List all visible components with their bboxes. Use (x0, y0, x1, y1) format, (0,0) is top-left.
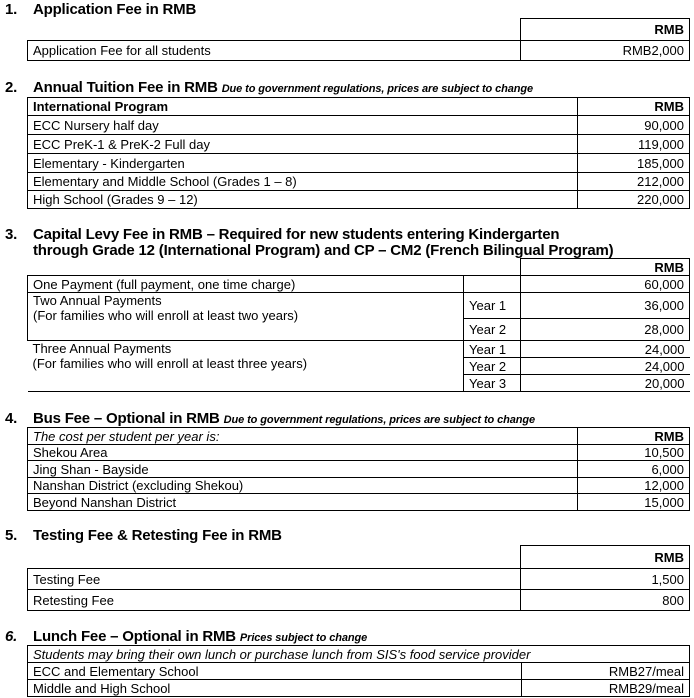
blank-cell (464, 259, 521, 276)
fee-value: 24,000 (521, 358, 690, 375)
fee-label: Elementary - Kindergarten (28, 154, 578, 173)
table-row (28, 341, 690, 358)
section-number: 6. (5, 628, 18, 645)
fee-label: ECC and Elementary School (28, 663, 522, 680)
fee-value: 24,000 (521, 341, 690, 358)
section-title: Bus Fee – Optional in RMB (33, 410, 220, 427)
fee-label: Shekou Area (28, 445, 578, 461)
tuition-table (27, 97, 690, 209)
section-note: Due to government regulations, prices are subject to change (221, 83, 534, 95)
table-row (28, 494, 690, 511)
table-row (28, 590, 690, 611)
fee-label: Middle and High School (28, 680, 522, 697)
rmb-header: RMB (578, 98, 690, 116)
capital-levy-table (27, 258, 690, 392)
section-note: Due to government regulations, prices are subject to change (223, 414, 535, 426)
fee-value: 20,000 (521, 375, 690, 392)
section-title: Testing Fee & Retesting Fee in RMB (33, 527, 282, 544)
blank-cell (28, 259, 464, 276)
fee-label: Beyond Nanshan District (28, 494, 578, 511)
fee-value: RMB29/meal (522, 680, 690, 697)
year-label: Year 2 (464, 319, 521, 341)
section-number: 2. (5, 79, 18, 96)
table-row (28, 663, 690, 680)
fee-value: 1,500 (521, 569, 690, 590)
section-2-heading (5, 79, 533, 96)
section-3-heading (5, 226, 559, 243)
rmb-header: RMB (578, 428, 690, 445)
option-title: Three Annual Payments (32, 341, 172, 356)
fee-value: RMB2,000 (521, 41, 690, 61)
fee-value: 6,000 (578, 461, 690, 478)
fee-value: 800 (521, 590, 690, 611)
section-number: 4. (5, 410, 18, 427)
section-number: 3. (5, 226, 18, 243)
fee-label: High School (Grades 9 – 12) (28, 191, 578, 209)
fee-value: 119,000 (578, 135, 690, 154)
three-payments-label (28, 341, 464, 392)
cost-note: The cost per student per year is: (28, 428, 578, 445)
fee-label: ECC Nursery half day (28, 116, 578, 135)
table-row (28, 293, 690, 319)
option-subtitle: (For families who will enroll at least two years) (33, 308, 299, 323)
rmb-header: RMB (521, 546, 690, 569)
fee-value: 12,000 (578, 478, 690, 494)
section-title-line2: through Grade 12 (International Program) and CP – CM2 (French Bilingual Program) (33, 242, 614, 259)
fee-label: Testing Fee (28, 569, 521, 590)
fee-value: 28,000 (521, 319, 690, 341)
fee-label: Application Fee for all students (28, 41, 521, 61)
lunch-fee-table (27, 645, 690, 697)
table-row (28, 569, 690, 590)
fee-label: One Payment (full payment, one time charge) (28, 276, 464, 293)
fee-label: Jing Shan - Bayside (28, 461, 578, 478)
table-row (28, 478, 690, 494)
section-6-heading (5, 628, 367, 645)
year-label: Year 3 (464, 375, 521, 392)
fee-value: 10,500 (578, 445, 690, 461)
section-title: Lunch Fee – Optional in RMB (33, 628, 236, 645)
table-row (28, 173, 690, 191)
testing-fee-table (27, 545, 690, 611)
fee-label: ECC PreK-1 & PreK-2 Full day (28, 135, 578, 154)
section-number: 5. (5, 527, 18, 544)
blank-cell (464, 276, 521, 293)
table-row (28, 41, 690, 61)
fee-value: RMB27/meal (522, 663, 690, 680)
program-header: International Program (28, 98, 578, 116)
table-row (28, 191, 690, 209)
year-label: Year 2 (464, 358, 521, 375)
application-fee-table (27, 18, 690, 61)
table-row (28, 116, 690, 135)
rmb-header: RMB (521, 19, 690, 41)
option-title: Two Annual Payments (33, 293, 162, 308)
table-row (28, 154, 690, 173)
section-note: Prices subject to change (239, 632, 368, 644)
table-row (28, 461, 690, 478)
blank-cell (28, 19, 521, 41)
section-number: 1. (5, 1, 18, 18)
fee-value: 212,000 (578, 173, 690, 191)
section-5-heading (5, 527, 282, 544)
section-title: Capital Levy Fee in RMB – Required for new students entering Kindergarten (33, 226, 560, 243)
two-payments-label (28, 293, 464, 341)
fee-value: 36,000 (521, 293, 690, 319)
table-row (28, 276, 690, 293)
fee-value: 90,000 (578, 116, 690, 135)
table-row (28, 445, 690, 461)
fee-label: Retesting Fee (28, 590, 521, 611)
blank-cell (28, 546, 521, 569)
fee-value: 60,000 (521, 276, 690, 293)
rmb-header: RMB (521, 259, 690, 276)
table-row (28, 135, 690, 154)
section-title: Application Fee in RMB (33, 1, 197, 18)
section-4-heading (5, 410, 535, 427)
lunch-note: Students may bring their own lunch or purchase lunch from SIS's food service provider (28, 646, 690, 663)
fee-value: 15,000 (578, 494, 690, 511)
table-row (28, 680, 690, 697)
fee-label: Nanshan District (excluding Shekou) (28, 478, 578, 494)
option-subtitle: (For families who will enroll at least three years) (32, 356, 308, 371)
bus-fee-table (27, 427, 690, 511)
fee-value: 220,000 (578, 191, 690, 209)
year-label: Year 1 (464, 341, 521, 358)
section-title: Annual Tuition Fee in RMB (33, 79, 218, 96)
year-label: Year 1 (464, 293, 521, 319)
fee-label: Elementary and Middle School (Grades 1 – 8) (28, 173, 578, 191)
fee-value: 185,000 (578, 154, 690, 173)
section-1-heading (5, 1, 196, 18)
